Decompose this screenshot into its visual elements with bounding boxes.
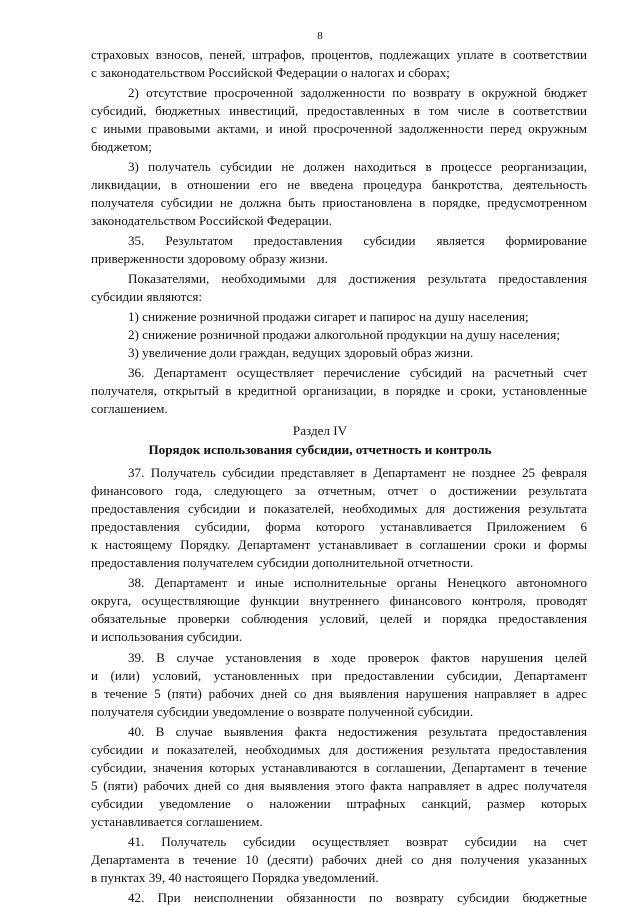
- paragraph-line: 39. В случае установления в ходе проверок фактов нарушения целей: [128, 650, 587, 665]
- paragraph-line: финансового года, следующего за отчетным, отчет о достижении результата: [91, 483, 587, 498]
- paragraph-line: субсидий, бюджетных инвестиций, предоставленных в том числе в соответствии: [91, 103, 587, 118]
- paragraph-line: 38. Департамент и иные исполнительные органы Ненецкого автономного: [128, 575, 587, 590]
- paragraph-line: с иными правовыми актами, и иной просроченной задолженности перед окружным: [91, 121, 587, 136]
- paragraph-line: 35. Результатом предоставления субсидии является формирование: [128, 233, 587, 248]
- paragraph-line: к настоящему Порядку. Департамент устанавливает в соглашении сроки и формы: [91, 537, 587, 552]
- paragraph-line: 2) отсутствие просроченной задолженности по возврату в окружной бюджет: [128, 85, 587, 100]
- paragraph-line: 37. Получатель субсидии представляет в Департамент не позднее 25 февраля: [128, 465, 587, 480]
- paragraph-line: предоставления получателем субсидии дополнительной отчетности.: [91, 555, 474, 570]
- paragraph-line: бюджетом;: [91, 139, 152, 154]
- paragraph-line: предоставления субсидии, форма которого устанавливается Приложением 6: [91, 519, 587, 534]
- paragraph-line: 2) снижение розничной продажи алкогольной продукции на душу населения;: [128, 327, 560, 342]
- paragraph-line: 42. При неисполнении обязанности по возврату субсидии бюджетные: [128, 890, 587, 905]
- paragraph-line: в пунктах 39, 40 настоящего Порядка уведомлений.: [91, 870, 379, 885]
- paragraph-line: субсидии уведомление о наложении штрафных санкций, размер которых: [91, 796, 587, 811]
- paragraph-line: получателя, открытый в кредитной организации, в порядке и сроки, установленные: [91, 383, 587, 398]
- paragraph-line: 5 (пяти) рабочих дней со дня выявления этого факта направляет в адрес получателя: [91, 778, 587, 793]
- paragraph-line: получателя субсидии уведомление о возврате полученной субсидии.: [91, 704, 474, 719]
- paragraph-line: приверженности здоровому образу жизни.: [91, 251, 328, 266]
- paragraph-line: страховых взносов, пеней, штрафов, процентов, подлежащих уплате в соответствии: [91, 47, 587, 62]
- paragraph-line: соглашением.: [91, 401, 168, 416]
- paragraph-line: 3) увеличение доли граждан, ведущих здоровый образ жизни.: [128, 345, 474, 360]
- paragraph-line: получателя субсидии не должна быть приостановлена в порядке, предусмотренном: [91, 195, 587, 210]
- paragraph-line: и использования субсидии.: [91, 629, 243, 644]
- paragraph-line: Показателями, необходимыми для достижения результата предоставления: [128, 271, 587, 286]
- paragraph-line: субсидии, значения которых устанавливаются в соглашении, Департамент в течение: [91, 760, 587, 775]
- paragraph-line: и (или) условий, установленных при предоставлении субсидии, Департамент: [91, 668, 587, 683]
- paragraph-line: законодательством Российской Федерации.: [91, 213, 332, 228]
- paragraph-line: в течение 5 (пяти) рабочих дней со дня выявления нарушения направляет в адрес: [91, 686, 587, 701]
- paragraph-line: 41. Получатель субсидии осуществляет возврат субсидии на счет: [128, 834, 587, 849]
- paragraph-line: устанавливается соглашением.: [91, 814, 263, 829]
- paragraph-line: с законодательством Российской Федерации о налогах и сборах;: [91, 65, 450, 80]
- section-heading-line: Раздел IV: [292, 423, 348, 438]
- paragraph-line: 3) получатель субсидии не должен находиться в процессе реорганизации,: [128, 159, 587, 174]
- paragraph-line: 36. Департамент осуществляет перечисление субсидий на расчетный счет: [128, 365, 587, 380]
- paragraph-line: 40. В случае выявления факта недостижения результата предоставления: [128, 724, 587, 739]
- paragraph-line: ликвидации, в отношении его не введена процедура банкротства, деятельность: [91, 177, 587, 192]
- paragraph-line: субсидии и показателей, необходимых для достижения результата предоставления: [91, 742, 587, 757]
- paragraph-line: 1) снижение розничной продажи сигарет и папирос на душу населения;: [128, 309, 529, 324]
- paragraph-line: обязательные проверки соблюдения условий, целей и порядка предоставления: [91, 611, 587, 626]
- page-number: 8: [317, 30, 323, 42]
- paragraph-line: Департамента в течение 10 (десяти) рабочих дней со дня получения указанных: [91, 852, 587, 867]
- paragraph-line: субсидии являются:: [91, 289, 202, 304]
- section-heading-line: Порядок использования субсидии, отчетность и контроль: [148, 442, 492, 457]
- paragraph-line: предоставления субсидии и показателей, необходимых для достижения результата: [91, 501, 587, 516]
- paragraph-line: округа, осуществляющие функции внутреннего финансового контроля, проводят: [91, 593, 587, 608]
